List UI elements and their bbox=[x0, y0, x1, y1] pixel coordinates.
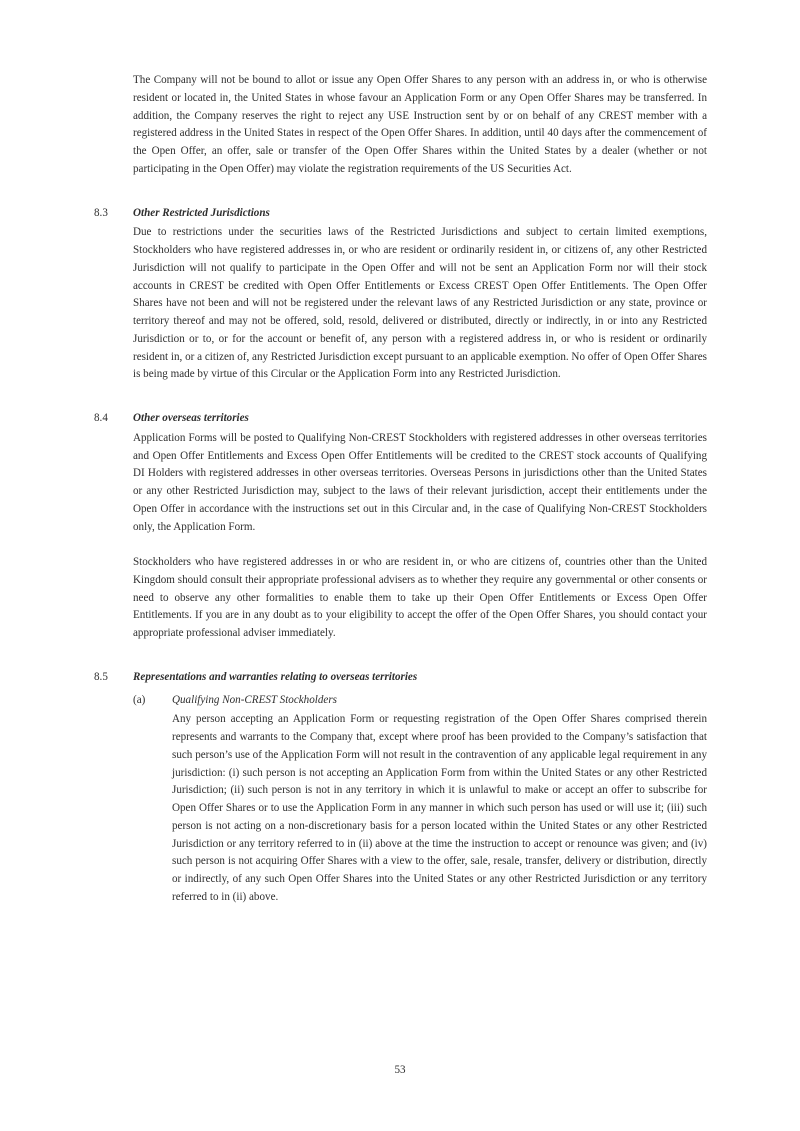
subsection-heading-a bbox=[133, 692, 707, 710]
page-footer bbox=[0, 1063, 800, 1077]
subsection-title: Qualifying Non-CREST Stockholders bbox=[172, 693, 337, 706]
section-paragraph: Application Forms will be posted to Qualifying Non-CREST Stockholders with registered addresses in other overseas territories and Open Offer Entitlements and Excess Open Offer Entitlements will be credited to the CREST stock accounts of Qualifying DI Holders with registered addresses in other overseas territories. Overseas Persons in jurisdictions other than the United States or any other Restricted Jurisdiction may, subject to the laws of their relevant jurisdiction, accept their entitlements under the Open Offer in accordance with the instructions set out in this Circular and, in the case of Qualifying Non-CREST Stockholders only, the Application Form. bbox=[133, 431, 707, 533]
section-title: Representations and warranties relating to overseas territories bbox=[133, 670, 418, 683]
intro-paragraph: The Company will not be bound to allot or issue any Open Offer Shares to any person with an address in, or who is otherwise resident or located in, the United States in whose favour an Application Form or any Open Offer Shares may be transferred. In addition, the Company reserves the right to reject any USE Instruction sent by or on behalf of any CREST member with a registered address in the United States in respect of the Open Offer Shares. In addition, until 40 days after the commencement of the Open Offer, an offer, sale or transfer of the Open Offer Shares within the United States by a dealer (whether or not participating in the Open Offer) may violate the registration requirements of the US Securities Act. bbox=[133, 74, 707, 175]
section-number: 8.5 bbox=[94, 670, 108, 683]
subsection-letter: (a) bbox=[133, 693, 146, 706]
section-number: 8.3 bbox=[94, 206, 108, 219]
section-heading-8-5 bbox=[94, 669, 707, 687]
section-heading-8-3 bbox=[94, 205, 707, 223]
section-title: Other Restricted Jurisdictions bbox=[133, 206, 270, 219]
page-number: 53 bbox=[394, 1064, 406, 1076]
section-paragraph: Stockholders who have registered addresses in or who are resident in, or who are citizens of, countries other than the United Kingdom should consult their appropriate professional advisers as to whether they require any governmental or other consents or need to observe any other formalities to enable them to take up their Open Offer Entitlements or Excess Open Offer Entitlements. If you are in any doubt as to your eligibility to accept the offer of the Open Offer Shares, you should contact your appropriate professional adviser immediately. bbox=[133, 556, 707, 639]
section-number: 8.4 bbox=[94, 412, 108, 424]
section-title: Other overseas territories bbox=[133, 412, 249, 424]
section-8-5 bbox=[94, 669, 707, 907]
subsection-paragraph: Any person accepting an Application Form or requesting registration of the Open Offer Shares comprised therein represents and warrants to the Company that, except where proof has been provided to the Company’s satisfaction that such person’s use of the Application Form will not result in the contravention of any applicable legal requirement in any jurisdiction: (i) such person is not accepting an Application Form from within the United States or any other Restricted Jurisdiction; (ii) such person is not in any territory in which it is unlawful to make or accept an offer to subscribe for Open Offer Shares or to use the Application Form in any manner in which such person has used or will use it; (iii) such person is not acting on a non-discretionary basis for a person located within the United States or any other Restricted Jurisdiction or any territory referred to in (ii) above at the time the instruction to accept or renounce was given; and (iv) such person is not acquiring Offer Shares with a view to the offer, sale, resale, transfer, delivery or distribution, directly or indirectly, of any such Open Offer Shares into the United States or any other Restricted Jurisdiction or any territory referred to in (ii) above. bbox=[172, 713, 707, 903]
section-paragraph: Due to restrictions under the securities laws of the Restricted Jurisdictions and subject to certain limited exemptions, Stockholders who have registered addresses in, or who are resident or ordinarily resident in, or citizens of, any other Restricted Jurisdiction will not qualify to participate in the Open Offer and will not be sent an Application Form nor will their stock accounts in CREST be credited with Open Offer Entitlements or Excess CREST Open Offer Entitlements. The Open Offer Shares have not been and will not be registered under the relevant laws of any Restricted Jurisdiction or any state, province or territory thereof and may not be offered, sold, resold, delivered or distributed, directly or indirectly, in or into any Restricted Jurisdiction or to, or for the account or benefit of, any person with a registered address in, or who is resident or ordinarily resident in, or a citizen of, any Restricted Jurisdiction except pursuant to an applicable exemption. No offer of Open Offer Shares is being made by virtue of this Circular or the Application Form into any Restricted Jurisdiction. bbox=[133, 226, 707, 381]
section-8-4 bbox=[94, 410, 707, 643]
page-content bbox=[94, 72, 707, 907]
section-heading-8-4 bbox=[94, 410, 707, 428]
section-8-3 bbox=[94, 205, 707, 385]
